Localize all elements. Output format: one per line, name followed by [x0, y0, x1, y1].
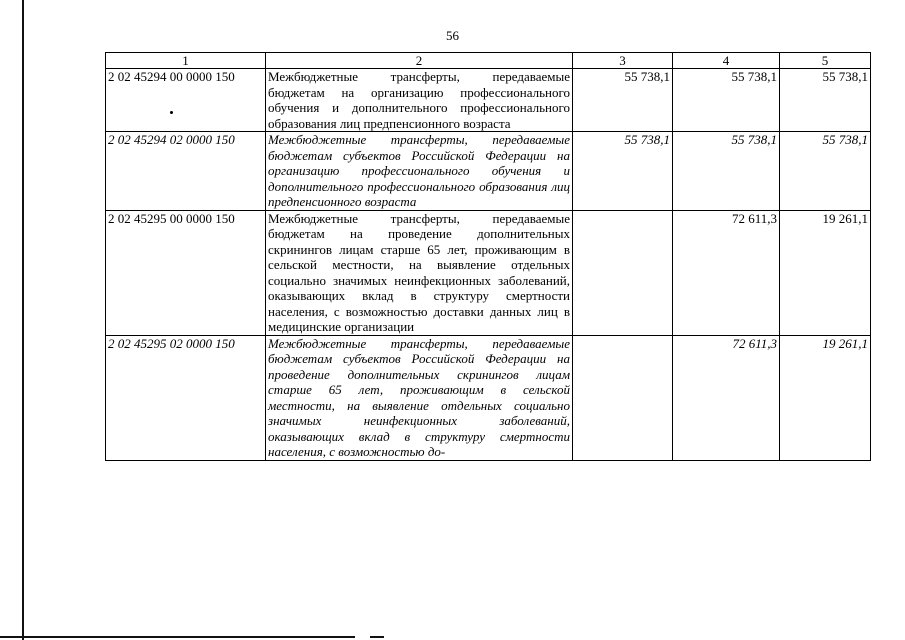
row-code: 2 02 45294 02 0000 150 — [106, 132, 266, 211]
row-value-col3: 55 738,1 — [573, 132, 673, 211]
header-col-3: 3 — [573, 53, 673, 69]
row-value-col4: 55 738,1 — [673, 132, 780, 211]
header-col-2: 2 — [266, 53, 573, 69]
scan-dot — [170, 111, 173, 114]
row-value-col3: 55 738,1 — [573, 69, 673, 132]
scan-left-edge — [22, 0, 24, 640]
scan-bottom-mark — [370, 636, 384, 638]
header-col-1: 1 — [106, 53, 266, 69]
row-name: Межбюджетные трансферты, передаваемые бюджетам субъектов Российской Федерации на проведение дополнительных скринингов лицам старше 65 лет, проживающим в сельской местности, на выявление отдельных социально значимых неинфекционных заболеваний, оказывающих вклад в структуру смертности населения, с возможностью до- — [266, 335, 573, 460]
table-row — [106, 69, 871, 132]
row-value-col4: 72 611,3 — [673, 210, 780, 335]
table-row — [106, 335, 871, 460]
row-value-col3 — [573, 335, 673, 460]
row-value-col4: 72 611,3 — [673, 335, 780, 460]
row-code: 2 02 45295 02 0000 150 — [106, 335, 266, 460]
row-code: 2 02 45295 00 0000 150 — [106, 210, 266, 335]
row-value-col5: 55 738,1 — [780, 132, 871, 211]
row-name: Межбюджетные трансферты, передаваемые бюджетам на проведение дополнительных скринингов лицам старше 65 лет, проживающим в сельской местности, на выявление отдельных социально значимых неинфекционных заболеваний, оказывающих вклад в структуру смертности населения, с возможностью доставки данных лиц в медицинские организации — [266, 210, 573, 335]
table-row — [106, 210, 871, 335]
row-value-col4: 55 738,1 — [673, 69, 780, 132]
row-code-cell — [106, 69, 266, 132]
table-row — [106, 132, 871, 211]
header-col-5: 5 — [780, 53, 871, 69]
row-value-col5: 19 261,1 — [780, 210, 871, 335]
row-value-col3 — [573, 210, 673, 335]
scan-bottom-line — [0, 636, 355, 638]
budget-table — [105, 52, 871, 461]
row-value-col5: 55 738,1 — [780, 69, 871, 132]
header-col-4: 4 — [673, 53, 780, 69]
page-number: 56 — [446, 28, 459, 43]
row-code: 2 02 45294 00 0000 150 — [108, 69, 235, 84]
table-header-row — [106, 53, 871, 69]
row-name: Межбюджетные трансферты, передаваемые бюджетам на организацию профессионального обучения и дополнительного профессионального образования лиц предпенсионного возраста — [266, 69, 573, 132]
row-value-col5: 19 261,1 — [780, 335, 871, 460]
row-name: Межбюджетные трансферты, передаваемые бюджетам субъектов Российской Федерации на организацию профессионального обучения и дополнительного профессионального образования лиц предпенсионного возраста — [266, 132, 573, 211]
